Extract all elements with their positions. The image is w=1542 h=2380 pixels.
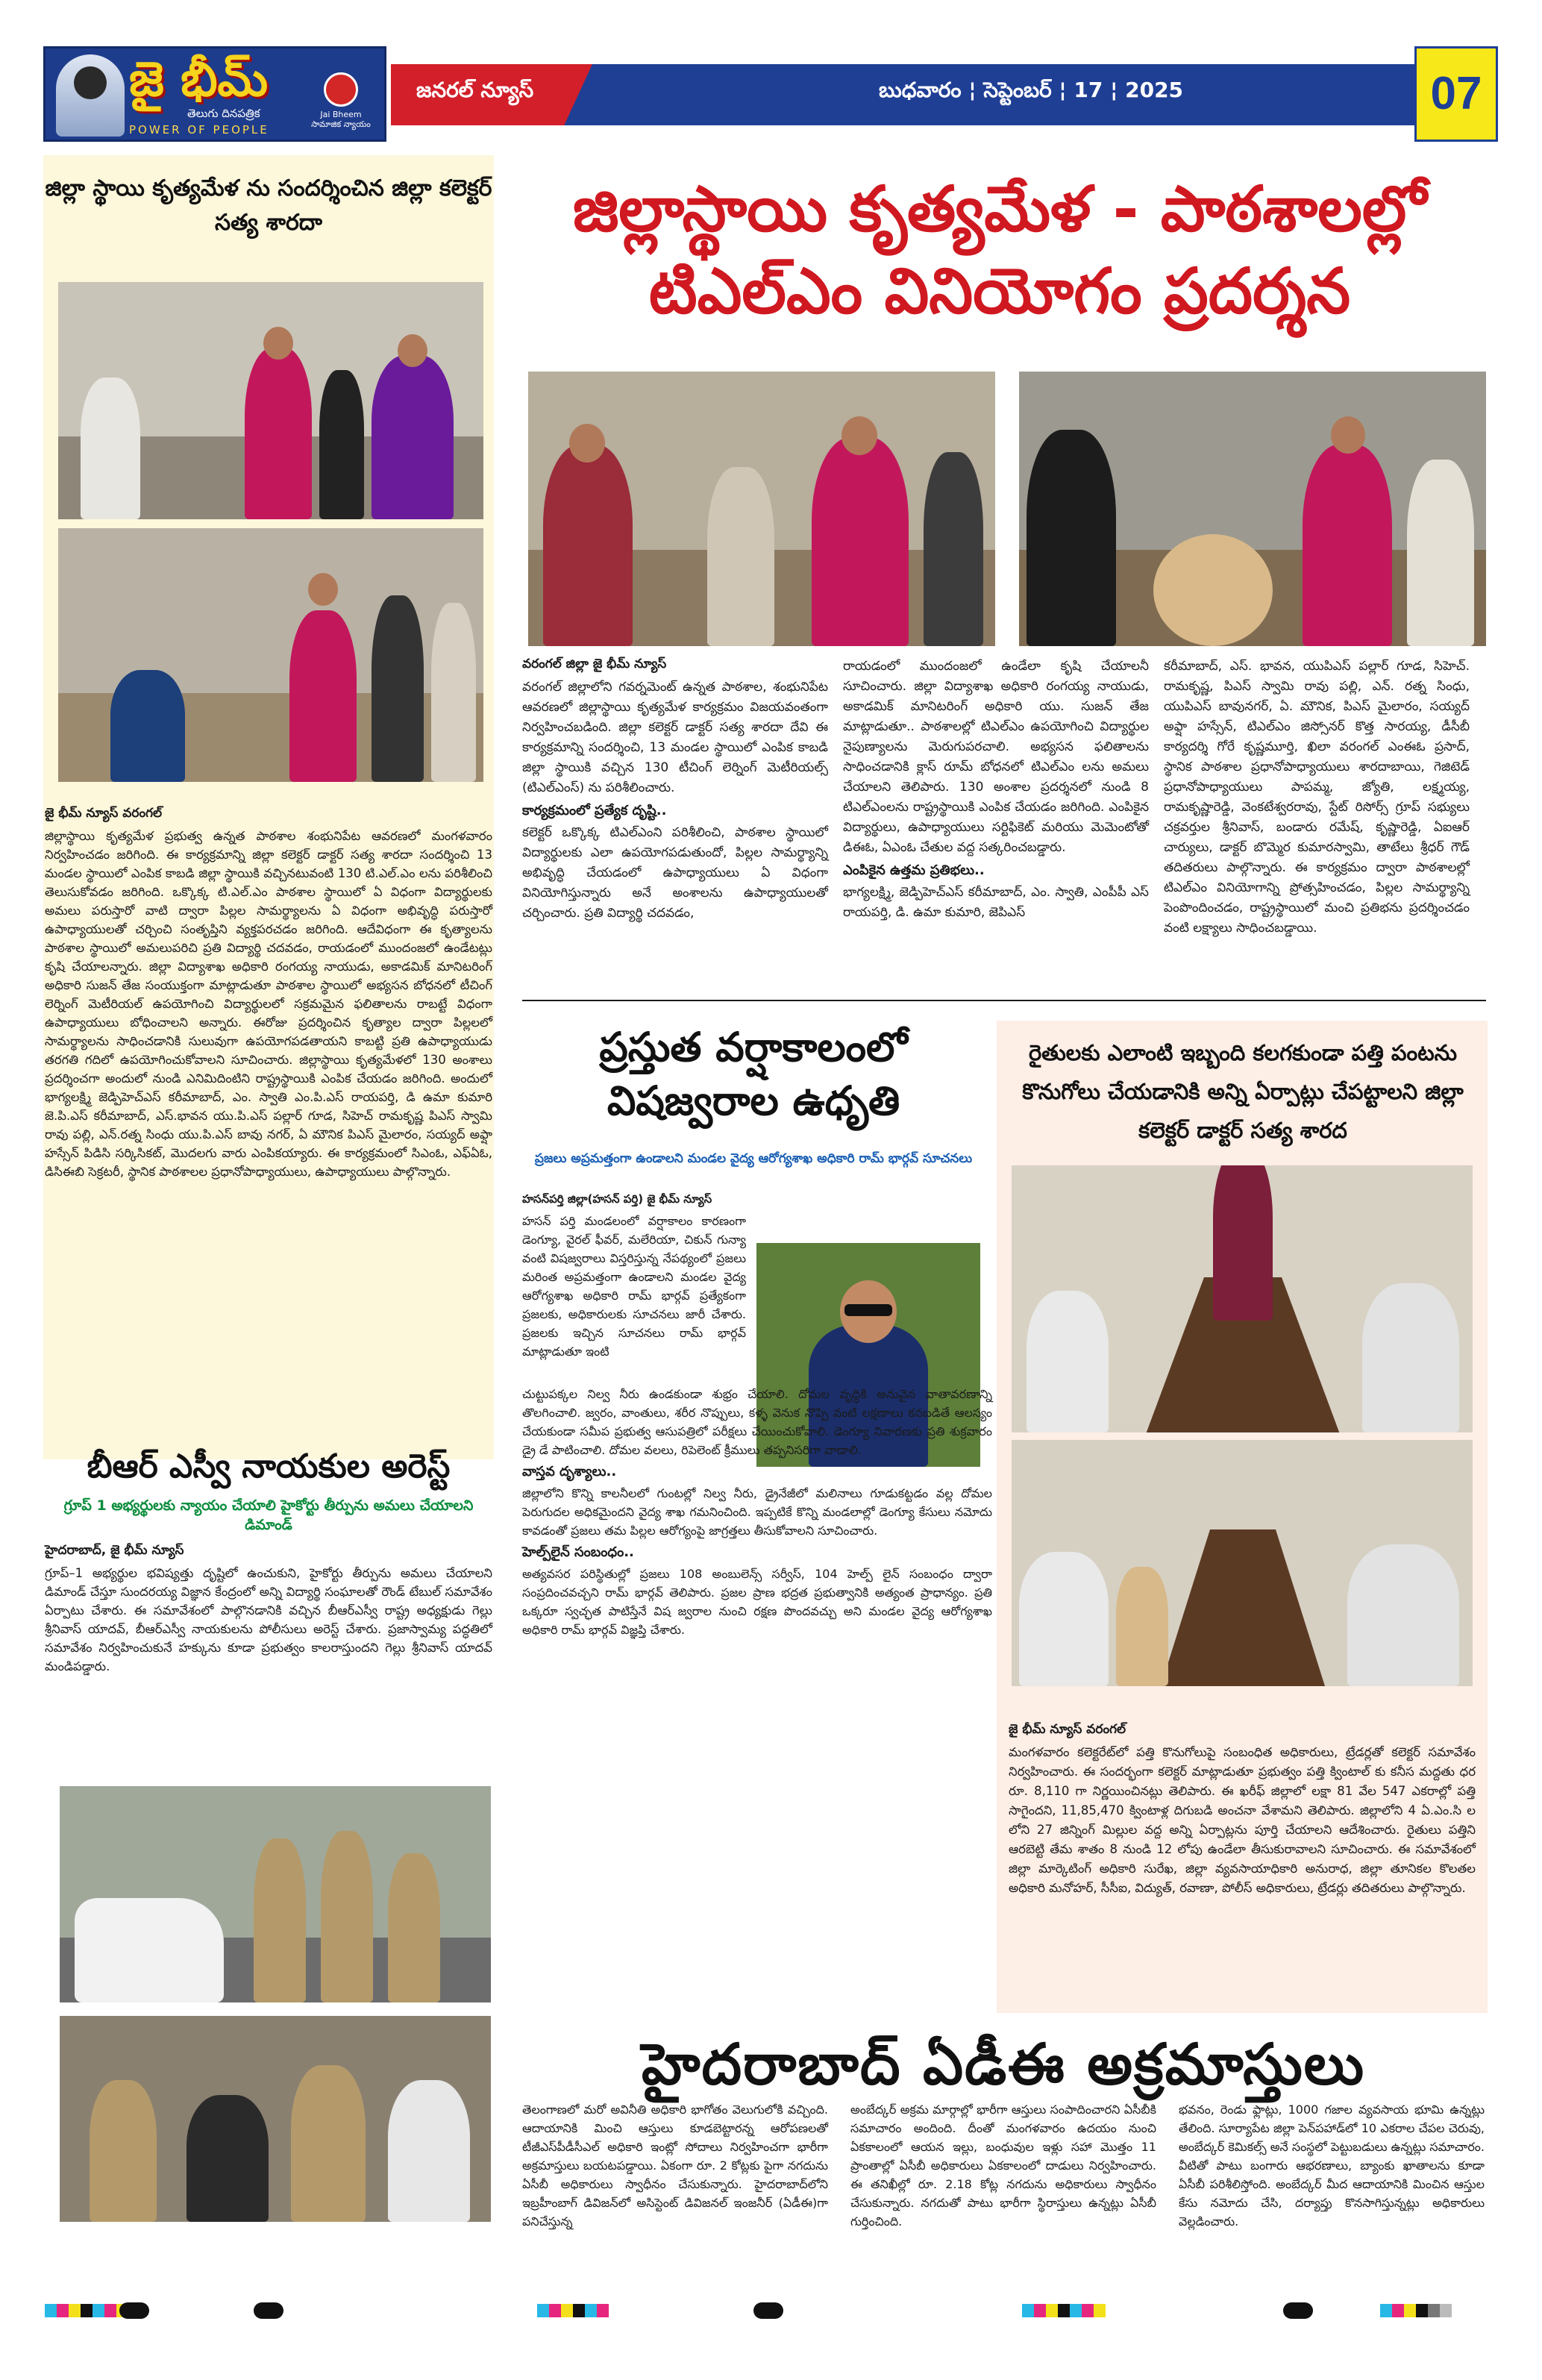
main-col1-subhead: కార్యక్రమంలో ప్రత్యేక దృష్టి.. — [522, 803, 667, 818]
left-photo-2 — [58, 528, 483, 782]
hyd-col-2: అంబేద్కర్ అక్రమ మార్గాల్లో భారీగా ఆస్తులు సంపాదించారని ఏసీబీకి సమాచారం అందింది. దీంతో మంగళవారం ఉదయం నుంచి ఏకకాలంలో ఆయన ఇల్లు, బంధువుల ఇళ్లు సహా మొత్తం 11 ప్రాంతాల్లో ఏసీబీ అధికారులు ఏకకాలంలో దాడులు నిర్వహించారు. ఈ తనిఖీల్లో రూ. 2.18 కోట్ల నగదును అధికారులు స్వాధీనం చేసుకున్నారు. నగదుతో పాటు భారీగా స్థిరాస్తులు ఉన్నట్లు ఏసీబీ గుర్తించింది. — [850, 2102, 1156, 2229]
brs-story-headline: బీఆర్ ఎస్వీ నాయకుల అరెస్ట్ — [87, 1447, 451, 1485]
registration-mark-center — [537, 2304, 609, 2317]
left-story-text: జిల్లాస్థాయి కృత్యమేళ ప్రభుత్వ ఉన్నత పాఠశాల శంభునిపేట ఆవరణలో మంగళవారం నిర్వహించడం జరిగింది. ఈ కార్యక్రమాన్ని జిల్లా కలెక్టర్ డాక్టర్ సత్య శారదా సందర్శించి 13 మండల స్థాయిలో ఎంపిక కాబడి జిల్లా స్థాయికి వచ్చినటువంటి 130 టి.ఎల్.ఎం లను పరిశీలించి తెలుసుకోవడం జరిగింది. ఒక్కొక్క టి.ఎల్.ఎం పాఠశాల స్థాయిలో ఏ విధంగా విద్యార్థులకు అమలు పరుస్తారో వాటి ద్వారా పిల్లల సామర్థ్యాలను ఏ విధంగా అభివృద్ధి పరుస్తారో ఉపాధ్యాయులతో చర్చించి సంతృప్తిని వ్యక్తపరచడం జరిగింది. ఆదేవిధంగా ఈ కృత్యాలను పాఠశాల స్థాయిలో అమలుపరిచి ప్రతి విద్యార్థి చదవడం, రాయడంలో ముందంజలో ఉండేటట్లు కృషి చేయాలన్నారు. జిల్లా విద్యాశాఖ అధికారి రంగయ్య నాయుడు, అకాడమిక్ మానిటరింగ్ అధికారి సుజన్ తేజ సంయుక్తంగా మాట్లాడుతూ పాఠశాల స్థాయిలో అభ్యసన బోధనలో టీచింగ్ లెర్నింగ్ మెటీరియల్ ఉపయోగించి విద్యార్థులలో సక్రమమైన ఫలితాలను రాబట్టే విధంగా ఉపాధ్యాయులు బోధించాలని అన్నారు. ఈరోజు ప్రదర్శించిన కృత్యాల ద్వారా పిల్లలలో సామర్థ్యాలను సాధించడానికి సులువుగా ఉపయోగపడతాయని కాబట్టి ప్రతి ఉపాధ్యాయుడు తరగతి గదిలో ఉపయోగించుకోవాలని సూచించారు. జిల్లాస్థాయి కృత్యమేళలో 130 అంశాలు ప్రదర్శించగా అందులో నుండి ఎనిమిదింటిని రాష్ట్రస్థాయికి ఎంపిక చేయడం జరిగింది. అందులో భాగ్యలక్ష్మి జెడ్పిహెచ్ఎస్ కరీమాబాద్, ఎం. స్వాతి ఎం.పి.ఎస్ రాయపర్తి, డి ఉమా కుమారి జె.పి.ఎస్ కరీమాబాద్, ఎస్.భావన యు.పి.ఎస్ పల్లార్ గూడ, సిహెచ్ రామకృష్ణ పిఎస్ స్వామి రావు పల్లి, ఎన్.రత్న సింధు యు.పి.ఎస్ బావు నగర్, ఏ మౌనిక పిఎస్ మైలారం, సయ్యద్ అఫ్షా హస్సేన్ పిడిసి సర్కిసికట్, మొదలగు వారు ఎంపికయ్యారు. ఈ కార్యక్రమంలో సిఎంఓ, ఎఫ్ఏఓ, డిసిఈబి సెక్రటరీ, స్థానిక పాఠశాలల ప్రధానోపాధ్యాయులు, ఉపాధ్యాయులు పాల్గొన్నారు. — [45, 829, 492, 1179]
main-photo-1 — [528, 372, 995, 646]
left-story-body — [45, 806, 492, 1181]
brs-story-text: గ్రూప్–1 అభ్యర్థుల భవిష్యత్తు దృష్టిలో ఉంచుకుని, హైకోర్టు తీర్పును అమలు చేయాలని డిమాండ్ చేస్తూ సుందరయ్య విజ్ఞాన కేంద్రంలో అన్ని విద్యార్థి సంఘాలతో రౌండ్ టేబుల్ సమావేశం ఏర్పాటు చేశారు. ఈ సమావేశంలో పాల్గొనడానికి వచ్చిన బీఆర్ఎస్వీ రాష్ట్ర అధ్యక్షుడు గెల్లు శ్రీనివాస్ యాదవ్, బీఆర్ఎస్వీ నాయకులను పోలీసులు అరెస్ట్ చేశారు. ప్రజాస్వామ్య పద్ధతిలో సమావేశం నిర్వహించుకునే హక్కును కూడా ప్రభుత్వం కాలరాస్తుందని గెల్లు శ్రీనివాస్ యాదవ్ మండిపడ్డారు. — [45, 1566, 492, 1673]
fever-story-intro — [522, 1192, 746, 1361]
fever-story-byline: హసన్‌పర్తి జిల్లా(హసన్ పర్తి) జై భీమ్ న్యూస్ — [522, 1192, 712, 1206]
badge-emblem — [304, 53, 378, 137]
fever-story-subhead: ప్రజలు అప్రమత్తంగా ఉండాలని మండల వైద్య ఆరోగ్యశాఖ అధికారి రామ్ భార్గవ్ సూచనలు — [534, 1151, 973, 1166]
fever-text-2: చుట్టుపక్కల నిల్వ నీరు ఉండకుండా శుభ్రం చేయాలి. దోమల వృద్ధికి అనువైన వాతావరణాన్ని తొలగించాలి. జ్వరం, వాంతులు, శరీర నొప్పులు, కళ్ళ వెనుక నొప్పి వంటి లక్షణాలు కనబడితే ఆలస్యం చేయకుండా సమీప ప్రభుత్వ ఆసుపత్రిలో పరీక్షలు చేయించుకోవాలి. డెంగ్యూ నివారణకు ప్రతి శుక్రవారం డ్రై డే పాటించాలి. దోమల వలలు, రిపెలెంట్ క్రీములు తప్పనిసరిగా వాడాలి. — [522, 1387, 992, 1457]
fever-subhead-a: వాస్తవ దృశ్యాలు.. — [522, 1464, 617, 1479]
fever-subhead-b: హెల్ప్‌లైన్ సంబంధం.. — [522, 1544, 634, 1560]
left-photo-1 — [58, 282, 483, 519]
farm-photo-2 — [1012, 1440, 1473, 1686]
main-col2b-text: భాగ్యలక్ష్మి, జెడ్పిహెచ్ఎస్ కరీమాబాద్, ఎం. స్వాతి, ఎంపీపీ ఎస్ రాయపర్తి, డి. ఉమా కుమారి, జెపిఎస్ — [843, 885, 1149, 920]
section-label: జనరల్ న్యూస్ — [416, 78, 534, 102]
main-col1b-text: కలెక్టర్ ఒక్కొక్క టిఎల్ఎంని పరిశీలించి, పాఠశాల స్థాయిలో విద్యార్థులకు ఎలా ఉపయోగపడుతుందో, పిల్లల సామర్థ్యాన్ని అభివృద్ధి చేయడంలో ఉపాధ్యాయులు ఏ విధంగా వినియోగిస్తున్నారు అనే అంశాలను ఉపాధ్యాయులతో చర్చించారు. ప్రతి విద్యార్థి చదవడం, — [522, 825, 828, 921]
main-col2-text: రాయడంలో ముందంజలో ఉండేలా కృషి చేయాలనీ సూచించారు. జిల్లా విద్యాశాఖ అధికారి రంగయ్య నాయుడు, అకాడమిక్ మానిటరింగ్ అధికారి యు. సుజన్ తేజ మాట్లాడుతూ.. పాఠశాలల్లో టిఎల్ఎం ఉపయోగించి విద్యార్థుల నైపుణ్యాలను మెరుగుపరచాలి. అభ్యసన ఫలితాలను సాధించడానికి క్లాస్ రూమ్ బోధనలో టిఎల్ఎం లను అమలు చేయాలని తెలిపారు. 130 అంశాల ప్రదర్శనలో నుండి 8 టిఎల్ఎంలను రాష్ట్రస్థాయికి ఎంపిక చేయడం జరిగింది. ఎంపికైన విద్యార్థులు, ఉపాధ్యాయులు సర్టిఫికెట్ మరియు మెమెంటోతో డిఈఓ, ఏఎంఓ చేతుల వద్ద సత్కరించబడ్డారు. — [843, 659, 1149, 855]
left-story-byline: జై భీమ్ న్యూస్ వరంగల్ — [45, 806, 163, 821]
fever-story-headline: ప్రస్తుత వర్షాకాలంలో విషజ్వరాల ఉధృతి — [599, 1024, 908, 1124]
masthead — [43, 46, 1498, 143]
registration-pill-1 — [254, 2302, 283, 2319]
left-story-headline: జిల్లా స్థాయి కృత్యమేళ ను సందర్శించిన జిల్లా కలెక్టర్ సత్య శారదా — [45, 175, 492, 236]
main-story-headline: జిల్లాస్థాయి కృత్యమేళ - పాఠశాలల్లో టిఎల్ఎం వినియోగం ప్రదర్శన — [572, 172, 1427, 328]
newspaper-logo — [43, 46, 386, 142]
emblem-icon — [324, 72, 358, 107]
brs-photo-1 — [60, 1786, 491, 2002]
registration-pill-3 — [1283, 2302, 1313, 2319]
main-story-byline: వరంగల్ జిల్లా జై భీమ్ న్యూస్ — [522, 657, 667, 671]
brs-story-byline: హైదరాబాద్, జై భీమ్ న్యూస్ — [45, 1543, 184, 1558]
main-story-col-3 — [1164, 657, 1470, 939]
main-col1-text: వరంగల్ జిల్లాలోని గవర్నమెంట్ ఉన్నత పాఠశాల, శంభునిపేట ఆవరణలో జిల్లాస్థాయి కృత్యమేళ కార్యక్రమం విజయవంతంగా నిర్వహించబడింది. జిల్లా కలెక్టర్ డాక్టర్ సత్య శారదా దేవి ఈ కార్యక్రమాన్ని సందర్శించి, 13 మండల స్థాయిలో ఎంపిక కాబడి జిల్లా స్థాయికి వచ్చిన 130 టీచింగ్ లెర్నింగ్ మెటీరియల్స్ (టిఎల్ఎంస్) ను పరిశీలించారు. — [522, 680, 828, 795]
registration-pill-2 — [753, 2302, 783, 2319]
main-story-col-1 — [522, 657, 828, 924]
farm-story-headline: రైతులకు ఎలాంటి ఇబ్బంది కలగకుండా పత్తి పంటను కొనుగోలు చేయడానికి అన్ని ఏర్పాట్లు చేపట్టాలని జిల్లా కలెక్టర్ డాక్టర్ సత్య శారద — [1022, 1040, 1464, 1143]
main-photo-2 — [1019, 372, 1486, 646]
paper-tagline: తెలుగు దినపత్రిక — [187, 107, 260, 120]
paper-slogan: POWER OF PEOPLE — [129, 123, 269, 137]
registration-mark-right — [1022, 2304, 1106, 2317]
fever-story-body — [522, 1385, 992, 1639]
farm-story-body — [1009, 1722, 1476, 1898]
hyd-story-headline: హైదరాబాద్ ఏడీఈ అక్రమాస్తులు — [642, 2031, 1365, 2097]
page-number: 07 — [1414, 46, 1498, 142]
fever-text-3: జిల్లాలోని కొన్ని కాలనీలలో గుంటల్లో నిల్వ నీరు, డ్రైనేజీలో మలినాలు గూడుకట్టడం వల్ల దోమల పెరుగుదల అధికమైందని వైద్య శాఖ గమనించింది. ఇప్పటికే కొన్ని మండలాల్లో డెంగ్యూ కేసులు నమోదు కావడంతో ప్రజలు తమ పిల్లల ఆరోగ్యంపై జాగ్రత్తలు తీసుకోవాలని సూచించారు. — [522, 1486, 992, 1538]
hyd-col-1: తెలంగాణలో మరో అవినీతి అధికారి భాగోతం వెలుగులోకి వచ్చింది. ఆదాయానికి మించి ఆస్తులు కూడబెట్టారన్న ఆరోపణలతో టీజీఎస్‌పీడీసీఎల్ అధికారి ఇంట్లో సోదాలు నిర్వహించగా భారీగా అక్రమాస్తులు బయటపడ్డాయి. ఏకంగా రూ. 2 కోట్లకు పైగా నగదును ఏసీబీ అధికారులు స్వాధీనం చేసుకున్నారు. హైదరాబాద్‌లోని ఇబ్రహీంబాగ్ డివిజన్‌లో అసిస్టెంట్ డివిజనల్ ఇంజనీర్ (ఏడీఈ)గా పనిచేస్తున్న — [522, 2102, 828, 2229]
portrait-icon — [56, 54, 125, 137]
farm-story-byline: జై భీమ్ న్యూస్ వరంగల్ — [1009, 1722, 1126, 1737]
registration-mark-left — [45, 2304, 128, 2317]
registration-mark-far-right — [1380, 2304, 1452, 2317]
farm-story-text: మంగళవారం కలెక్టరేట్‌లో పత్తి కొనుగోలుపై సంబంధిత అధికారులు, ట్రేడర్లతో కలెక్టర్ సమావేశం నిర్వహించారు. ఈ సందర్భంగా కలెక్టర్ మాట్లాడుతూ ప్రభుత్వం పత్తి క్వింటాల్ కు కనీస మద్దతు ధర రూ. 8,110 గా నిర్ణయించినట్లు తెలిపారు. ఈ ఖరీఫ్ జిల్లాలో లక్షా 81 వేల 547 ఎకరాల్లో పత్తి సాగైందని, 11,85,470 క్వింటాళ్ల దిగుబడి అంచనా వేశామని తెలిపారు. జిల్లాలోని 4 ఏ.ఎం.సి ల లోని 27 జిన్నింగ్ మిల్లుల వద్ద అన్ని ఏర్పాట్లను పూర్తి చేయాలని ఆదేశించారు. రైతులు పత్తిని ఆరబెట్టి తేమ శాతం 8 నుండి 12 లోపు ఉండేలా తీసుకురావాలని సూచించారు. ఈ సమావేశంలో జిల్లా మార్కెటింగ్ అధికారి సురేఖ, జిల్లా వ్యవసాయాధికారి అనురాధ, జిల్లా తూనికల కొలతల అధికారి మనోహర్, సీసీఐ, విద్యుత్, రవాణా, పోలీస్ అధికారులు, ట్రేడర్లు తదితరులు పాల్గొన్నారు. — [1009, 1745, 1476, 1895]
main-story-col-2 — [843, 657, 1149, 923]
badge-name: Jai Bheem — [320, 110, 362, 119]
hyd-col-3: భవనం, రెండు ఫ్లాట్లు, 1000 గజాల వ్యవసాయ భూమి ఉన్నట్లు తేలింది. సూర్యాపేట జిల్లా పెన్‌పహాడ్‌లో 10 ఎకరాల చేపల చెరువు, అంబేద్కర్ కెమికల్స్ అనే సంస్థలో పెట్టుబడులు ఉన్నట్లు సమాచారం. వీటితో పాటు బంగారు ఆభరణాలు, బ్యాంకు ఖాతాలను కూడా ఏసీబీ పరిశీలిస్తోంది. అంబేద్కర్ మీద ఆదాయానికి మించిన ఆస్తుల కేసు నమోదు చేసి, దర్యాప్తు కొనసాగిస్తున్నట్లు అధికారులు వెల్లడించారు. — [1179, 2102, 1485, 2229]
farm-photo-1 — [1012, 1165, 1473, 1432]
brs-story-body — [45, 1543, 492, 1676]
main-col3-text: కరీమాబాద్, ఎస్. భావన, యుపిఎస్ పల్లార్ గూడ, సిహెచ్. రామకృష్ణ, పిఎస్ స్వామి రావు పల్లి, ఎన్. రత్న సింధు, యుపిఎస్ బావునగర్, ఏ. మౌనిక, పిఎస్ మైలారం, సయ్యద్ అఫ్షా హస్సేన్, టిఎల్ఎం జిస్సోనర్ కొత్త సారయ్య, డీసీబీ కార్యదర్శి గోరే కృష్ణమూర్తి, ఖిలా వరంగల్ ఎంఈఓ ప్రసాద్, స్థానిక పాఠశాల ప్రధానోపాధ్యాయులు శారదాబాయి, గెజిటెడ్ ప్రధానోపాధ్యాయులు పాపమ్మ, జ్యోతి, లక్ష్మయ్య, రామకృష్ణారెడ్డి, వెంకటేశ్వరరావు, స్టేట్ రిసోర్స్ గ్రూప్ సభ్యులు చక్రవర్తుల శ్రీనివాస్, బండారు రమేష్, కృష్ణారెడ్డి, ఏఐఆర్ చార్యులు, డాక్టర్ బొమ్మెర కుమారస్వామి, తాటేలు శ్రీధర్ గౌడ్ తదితరులు పాల్గొన్నారు. ఈ కార్యక్రమం ద్వారా పాఠశాలల్లో టిఎల్ఎం వినియోగాన్ని ప్రోత్సహించడం, పిల్లల సామర్థ్యాన్ని పెంపొందించడం, రాష్ట్రస్థాయిలో మంచి ప్రతిభను ప్రదర్శించడం వంటి లక్ష్యాలు సాధించబడ్డాయి. — [1164, 659, 1470, 936]
registration-pill-0 — [119, 2302, 149, 2319]
section-divider — [522, 1000, 1486, 1001]
fever-text-4: అత్యవసర పరిస్థితుల్లో ప్రజలు 108 అంబులెన్స్ సర్వీస్, 104 హెల్ప్ లైన్ సంబంధం ద్వారా సంప్రదించవచ్చని రామ్ భార్గవ్ తెలిపారు. ప్రజల ప్రాణ భద్రత ప్రభుత్వానికి అత్యంత ప్రాధాన్యం. ప్రతి ఒక్కరూ స్వచ్ఛత పాటిస్తేనే విష జ్వరాల నుంచి రక్షణ పొందవచ్చు అని మండల వైద్య ఆరోగ్యశాఖ అధికారి రామ్ భార్గవ్ విజ్ఞప్తి చేశారు. — [522, 1567, 992, 1637]
dateline: బుధవారం ¦ సెప్టెంబర్ ¦ 17 ¦ 2025 — [879, 78, 1184, 102]
paper-name: జై భీమ్ — [129, 51, 269, 107]
main-col2-subhead: ఎంపికైన ఉత్తమ ప్రతిభలు.. — [843, 862, 985, 878]
badge-line: సామాజిక న్యాయం — [311, 119, 371, 130]
fever-text-1: హసన్ పర్తి మండలంలో వర్షాకాలం కారణంగా డెంగ్యూ, వైరల్ ఫీవర్, మలేరియా, చికున్ గున్యా వంటి విషజ్వరాలు విస్తరిస్తున్న నేపథ్యంలో ప్రజలు మరింత అప్రమత్తంగా ఉండాలని మండల వైద్య ఆరోగ్యశాఖ అధికారి రామ్ భార్గవ్ ప్రత్యేకంగా ప్రజలకు, అధికారులకు సూచనలు జారీ చేశారు. ప్రజలకు ఇచ్చిన సూచనలు రామ్ భార్గవ్ మాట్లాడుతూ ఇంటి — [522, 1214, 746, 1359]
brs-photo-2 — [60, 2016, 491, 2222]
brs-story-subhead: గ్రూప్ 1 అభ్యర్థులకు న్యాయం చేయాలి హైకోర్టు తీర్పును అమలు చేయాలని డిమాండ్ — [63, 1497, 474, 1533]
